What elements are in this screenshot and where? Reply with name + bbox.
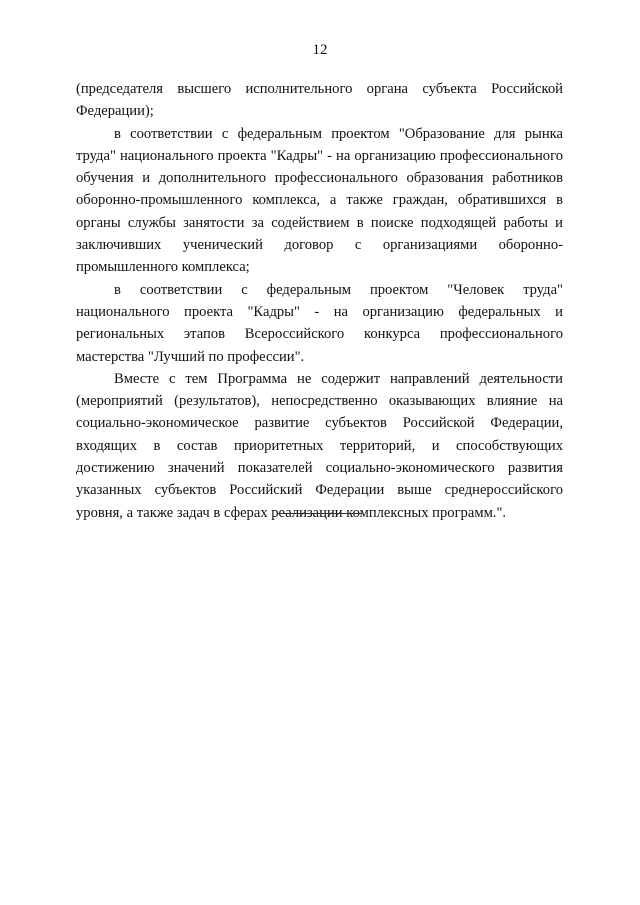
paragraph-labor-project: в соответствии с федеральным проектом "Человек труда" национального проекта "Кадры" - на организацию федеральных и региональных этапов Всероссийского конкурса профессионального мастерства "Лучший по профессии". [76,281,563,365]
document-body [76,78,563,524]
page-number: 12 [312,42,328,58]
paragraph-continuation: (председателя высшего исполнительного органа субъекта Российской Федерации); [76,81,563,120]
paragraph-program-note: Вместе с тем Программа не содержит направлений деятельности (мероприятий (результатов), непосредственно оказывающих влияние на социально-экономическое развитие субъектов Российской Федерации, входящих в состав приоритетных территорий, и способствующих достижению значений показателей социально-экономического развития указанных субъектов Российский Федерации выше среднероссийского уровня, а также задач в сферах реализации комплексных программ.". [76,370,563,521]
paragraph-education-project: в соответствии с федеральным проектом "Образование для рынка труда" национального проекта "Кадры" - на организацию профессионального обучения и дополнительного профессионального образования работников оборонно-промышленного комплекса, а также граждан, обратившихся в органы службы занятости за содействием в поиске подходящей работы и заключивших ученический договор с организациями оборонно-промышленного комплекса; [76,125,563,276]
end-divider-line [277,513,362,514]
